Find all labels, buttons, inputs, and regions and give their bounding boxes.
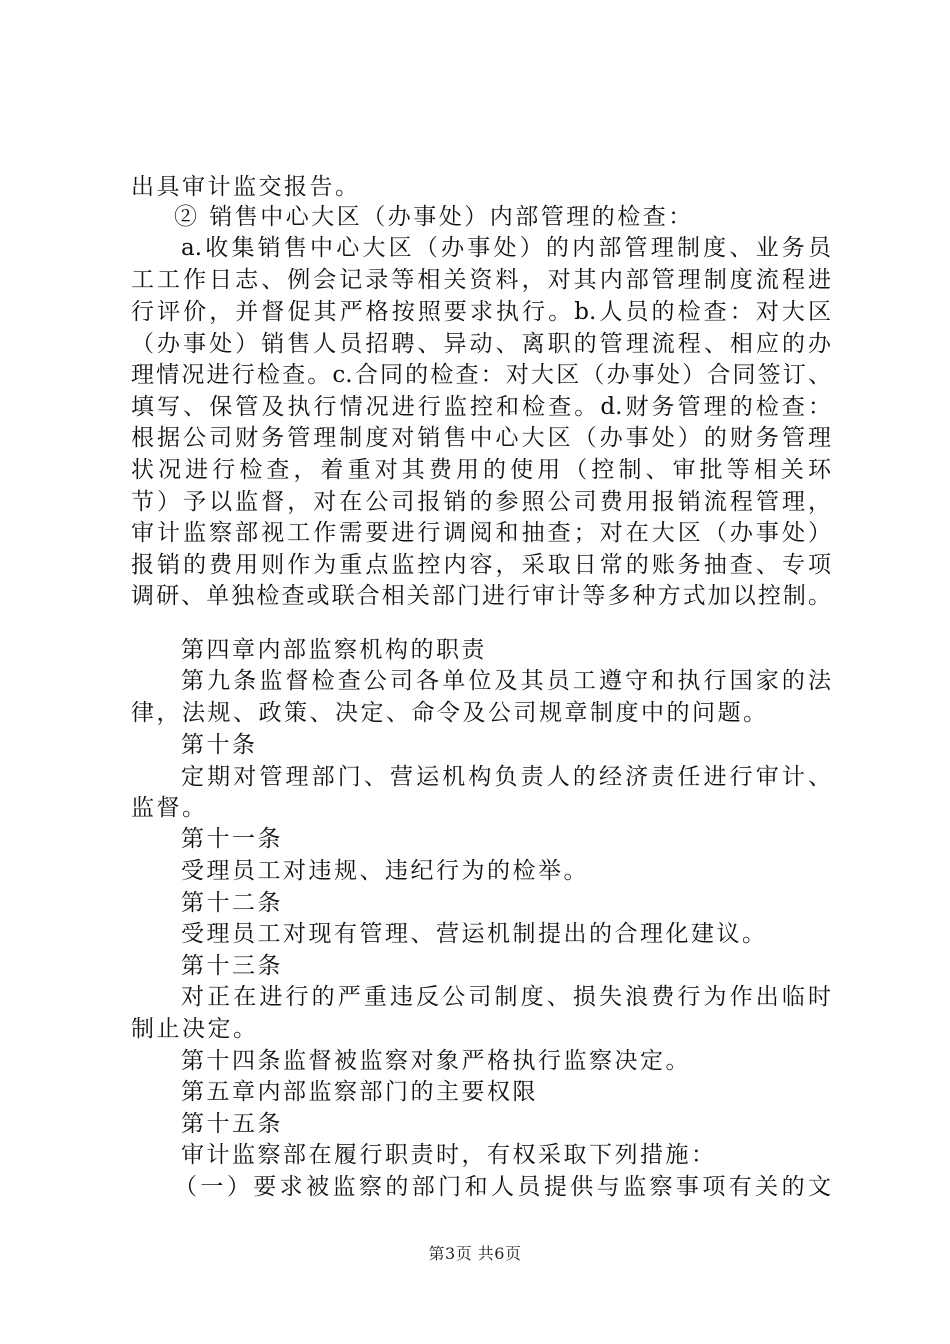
text-line: 第九条监督检查公司各单位及其员工遵守和执行国家的法 bbox=[181, 668, 831, 694]
text-line: 律，法规、政策、决定、命令及公司规章制度中的问题。 bbox=[131, 700, 769, 726]
text-line: 理情况进行检查。c.合同的检查：对大区（办事处）合同签订、 bbox=[131, 362, 831, 388]
text-line: 审计监察部视工作需要进行调阅和抽查；对在大区（办事处） bbox=[131, 520, 831, 546]
chapter-heading: 第五章内部监察部门的主要权限 bbox=[181, 1079, 538, 1105]
article-heading: 第十条 bbox=[181, 732, 258, 758]
article-heading: 第十一条 bbox=[181, 826, 283, 852]
text-line: 受理员工对现有管理、营运机制提出的合理化建议。 bbox=[181, 921, 768, 947]
text-line: 受理员工对违规、违纪行为的检举。 bbox=[181, 858, 589, 884]
text-line: （办事处）销售人员招聘、异动、离职的管理流程、相应的办 bbox=[131, 331, 831, 357]
text-line: 审计监察部在履行职责时，有权采取下列措施： bbox=[181, 1142, 717, 1168]
text-line: 定期对管理部门、营运机构负责人的经济责任进行审计、 bbox=[181, 764, 831, 790]
text-line: 节）予以监督，对在公司报销的参照公司费用报销流程管理， bbox=[131, 489, 831, 515]
text-line: 监督。 bbox=[131, 795, 208, 821]
text-line: 对正在进行的严重违反公司制度、损失浪费行为作出临时 bbox=[181, 984, 831, 1010]
text-line: （一）要求被监察的部门和人员提供与监察事项有关的文 bbox=[174, 1174, 831, 1200]
text-line: a.收集销售中心大区（办事处）的内部管理制度、业务员 bbox=[181, 235, 831, 261]
text-line: 工工作日志、例会记录等相关资料，对其内部管理制度流程进 bbox=[131, 267, 831, 293]
article-heading: 第十二条 bbox=[181, 890, 283, 916]
page-number-footer: 第3页 共6页 bbox=[428, 1244, 522, 1263]
text-line: ② 销售中心大区（办事处）内部管理的检查： bbox=[174, 204, 694, 230]
chapter-heading: 第四章内部监察机构的职责 bbox=[181, 637, 487, 663]
article-heading: 第十三条 bbox=[181, 953, 283, 979]
text-line: 报销的费用则作为重点监控内容，采取日常的账务抽查、专项 bbox=[131, 552, 831, 578]
text-line: 第十四条监督被监察对象严格执行监察决定。 bbox=[181, 1048, 691, 1074]
text-line: 行评价，并督促其严格按照要求执行。b.人员的检查：对大区 bbox=[131, 299, 831, 325]
text-line: 制止决定。 bbox=[131, 1016, 259, 1042]
text-line: 填写、保管及执行情况进行监控和检查。d.财务管理的检查： bbox=[131, 394, 831, 420]
text-line: 调研、单独检查或联合相关部门进行审计等多种方式加以控制。 bbox=[131, 583, 831, 609]
text-line: 状况进行检查，着重对其费用的使用（控制、审批等相关环 bbox=[131, 457, 831, 483]
text-line: 根据公司财务管理制度对销售中心大区（办事处）的财务管理 bbox=[131, 425, 831, 451]
text-line: 出具审计监交报告。 bbox=[131, 174, 361, 200]
article-heading: 第十五条 bbox=[181, 1111, 283, 1137]
